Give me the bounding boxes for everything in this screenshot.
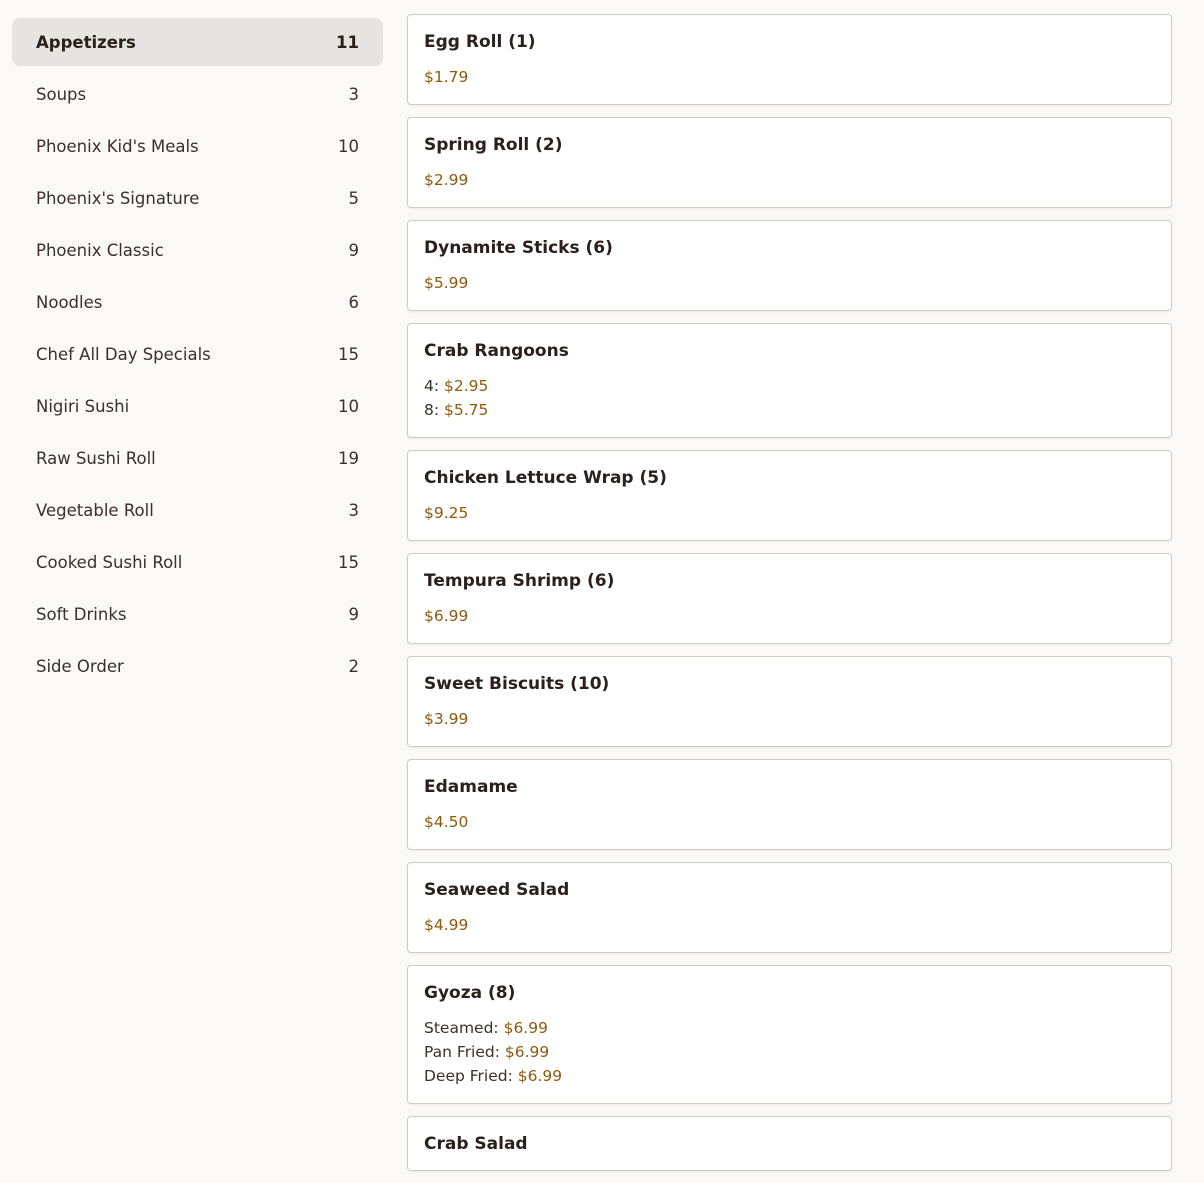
category-item-raw-sushi-roll[interactable] [12, 434, 383, 482]
price-value: $6.99 [504, 1043, 550, 1061]
price-value: $5.75 [444, 401, 489, 419]
price-line [424, 65, 1155, 89]
category-sidebar [12, 18, 383, 694]
category-count: 3 [348, 500, 359, 520]
item-name: Tempura Shrimp (6) [424, 571, 615, 591]
category-label: Soups [36, 84, 87, 104]
category-item-kids-meals[interactable] [12, 122, 383, 170]
item-prices [424, 65, 1155, 89]
price-line [424, 168, 1155, 192]
price-value: $4.50 [424, 813, 469, 831]
category-label: Nigiri Sushi [36, 396, 130, 416]
price-line [424, 810, 1155, 834]
menu-item-card[interactable] [407, 759, 1172, 850]
category-count: 15 [338, 344, 359, 364]
menu-item-card[interactable] [407, 323, 1172, 438]
price-line [424, 707, 1155, 731]
category-count: 5 [348, 188, 359, 208]
category-label: Side Order [36, 656, 124, 676]
item-prices [424, 810, 1155, 834]
category-label: Phoenix Kid's Meals [36, 136, 199, 156]
item-prices [424, 604, 1155, 628]
menu-item-card[interactable] [407, 117, 1172, 208]
price-line [424, 913, 1155, 937]
menu-item-card[interactable] [407, 1116, 1172, 1171]
category-item-vegetable-roll[interactable] [12, 486, 383, 534]
price-line [424, 604, 1155, 628]
item-name: Chicken Lettuce Wrap (5) [424, 468, 667, 488]
item-prices [424, 501, 1155, 525]
category-label: Vegetable Roll [36, 500, 154, 520]
price-line [424, 374, 1155, 398]
menu-items-list [407, 14, 1172, 1183]
item-prices [424, 374, 1155, 422]
category-count: 11 [336, 32, 359, 52]
category-count: 6 [348, 292, 359, 312]
price-value: $3.99 [424, 710, 469, 728]
menu-item-card[interactable] [407, 14, 1172, 105]
menu-item-card[interactable] [407, 220, 1172, 311]
category-item-soups[interactable] [12, 70, 383, 118]
price-line [424, 501, 1155, 525]
category-item-appetizers[interactable] [12, 18, 383, 66]
category-label: Cooked Sushi Roll [36, 552, 183, 572]
category-item-side-order[interactable] [12, 642, 383, 690]
category-count: 2 [348, 656, 359, 676]
item-prices [424, 168, 1155, 192]
price-label: 8: [424, 401, 445, 419]
price-value: $5.99 [424, 274, 469, 292]
item-name: Gyoza (8) [424, 983, 516, 1003]
category-item-nigiri-sushi[interactable] [12, 382, 383, 430]
category-count: 3 [348, 84, 359, 104]
item-name: Spring Roll (2) [424, 135, 563, 155]
price-value: $2.95 [444, 377, 489, 395]
price-value: $6.99 [424, 607, 469, 625]
category-count: 10 [338, 136, 359, 156]
price-line [424, 1016, 1155, 1040]
category-count: 10 [338, 396, 359, 416]
price-line [424, 1040, 1155, 1064]
price-label: 4: [424, 377, 445, 395]
category-label: Appetizers [36, 32, 136, 52]
menu-item-card[interactable] [407, 965, 1172, 1104]
category-label: Raw Sushi Roll [36, 448, 156, 468]
price-line [424, 1064, 1155, 1088]
category-label: Noodles [36, 292, 103, 312]
category-label: Soft Drinks [36, 604, 127, 624]
item-name: Edamame [424, 777, 518, 797]
menu-item-card[interactable] [407, 862, 1172, 953]
item-name: Crab Rangoons [424, 341, 569, 361]
category-item-cooked-sushi-roll[interactable] [12, 538, 383, 586]
price-label: Steamed: [424, 1019, 504, 1037]
item-prices [424, 913, 1155, 937]
price-value: $1.79 [424, 68, 469, 86]
menu-item-card[interactable] [407, 656, 1172, 747]
price-value: $4.99 [424, 916, 469, 934]
price-value: $2.99 [424, 171, 469, 189]
category-count: 9 [348, 240, 359, 260]
item-prices [424, 707, 1155, 731]
item-name: Seaweed Salad [424, 880, 570, 900]
category-count: 15 [338, 552, 359, 572]
price-value: $6.99 [517, 1067, 563, 1085]
category-count: 9 [348, 604, 359, 624]
item-name: Crab Salad [424, 1134, 528, 1154]
category-item-chef-specials[interactable] [12, 330, 383, 378]
item-name: Sweet Biscuits (10) [424, 674, 610, 694]
price-label: Pan Fried: [424, 1043, 505, 1061]
menu-item-card[interactable] [407, 450, 1172, 541]
category-label: Phoenix Classic [36, 240, 164, 260]
category-item-soft-drinks[interactable] [12, 590, 383, 638]
category-item-classic[interactable] [12, 226, 383, 274]
category-label: Phoenix's Signature [36, 188, 200, 208]
price-label: Deep Fried: [424, 1067, 518, 1085]
category-item-noodles[interactable] [12, 278, 383, 326]
category-count: 19 [338, 448, 359, 468]
price-value: $9.25 [424, 504, 469, 522]
price-line [424, 398, 1155, 422]
price-line [424, 271, 1155, 295]
item-prices [424, 1016, 1155, 1088]
item-name: Egg Roll (1) [424, 32, 536, 52]
menu-item-card[interactable] [407, 553, 1172, 644]
item-name: Dynamite Sticks (6) [424, 238, 613, 258]
category-label: Chef All Day Specials [36, 344, 211, 364]
category-item-signature[interactable] [12, 174, 383, 222]
item-prices [424, 271, 1155, 295]
price-value: $6.99 [503, 1019, 548, 1037]
